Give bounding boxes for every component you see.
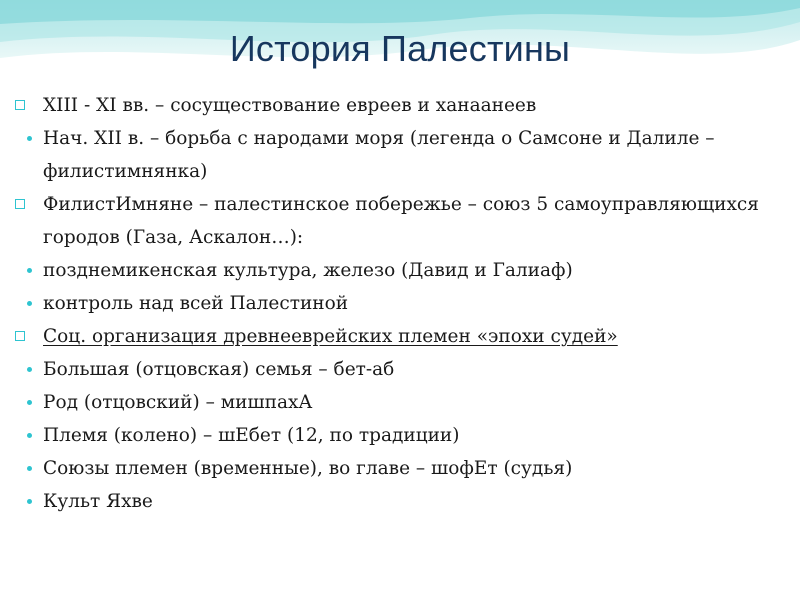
list-item: [14, 419, 774, 452]
item-text: Большая (отцовская) семья – бет-аб: [43, 359, 395, 380]
item-text: XIII - XI вв. – сосуществование евреев и ханаанеев: [43, 95, 537, 116]
list-item: [14, 122, 774, 188]
item-text: Союзы племен (временные), во главе – шофЕт (судья): [43, 458, 573, 479]
list-item: [14, 89, 774, 122]
item-text: позднемикенская культура, железо (Давид и Галиаф): [43, 260, 573, 281]
dot-bullet-icon: [14, 353, 36, 386]
list-item: [14, 254, 774, 287]
dot-bullet-icon: [14, 386, 36, 419]
dot-bullet-icon: [14, 419, 36, 452]
dot-bullet-icon: [14, 122, 36, 155]
item-text: контроль над всей Палестиной: [43, 293, 349, 314]
bullet-list: [14, 89, 774, 518]
list-item: [14, 452, 774, 485]
list-item: [14, 485, 774, 518]
list-item: [14, 320, 774, 353]
item-text: Соц. организация древнееврейских племен «эпохи судей»: [43, 326, 618, 347]
dot-bullet-icon: [14, 485, 36, 518]
item-text: ФилистИмняне – палестинское побережье – союз 5 самоуправляющихся городов (Газа, Аскалон…):: [43, 194, 759, 248]
item-text: Культ Яхве: [43, 491, 153, 512]
item-text: Племя (колено) – шЕбет (12, по традиции): [43, 425, 460, 446]
square-bullet-icon: [14, 89, 36, 122]
dot-bullet-icon: [14, 287, 36, 320]
item-text: Род (отцовский) – мишпахА: [43, 392, 313, 413]
list-item: [14, 188, 774, 254]
list-item: [14, 386, 774, 419]
list-item: [14, 353, 774, 386]
list-item: [14, 287, 774, 320]
slide-title: История Палестины: [229, 28, 571, 69]
dot-bullet-icon: [14, 452, 36, 485]
square-bullet-icon: [14, 188, 36, 221]
square-bullet-icon: [14, 320, 36, 353]
dot-bullet-icon: [14, 254, 36, 287]
item-text: Нач. XII в. – борьба с народами моря (легенда о Самсоне и Далиле – филистимнянка): [43, 128, 715, 182]
